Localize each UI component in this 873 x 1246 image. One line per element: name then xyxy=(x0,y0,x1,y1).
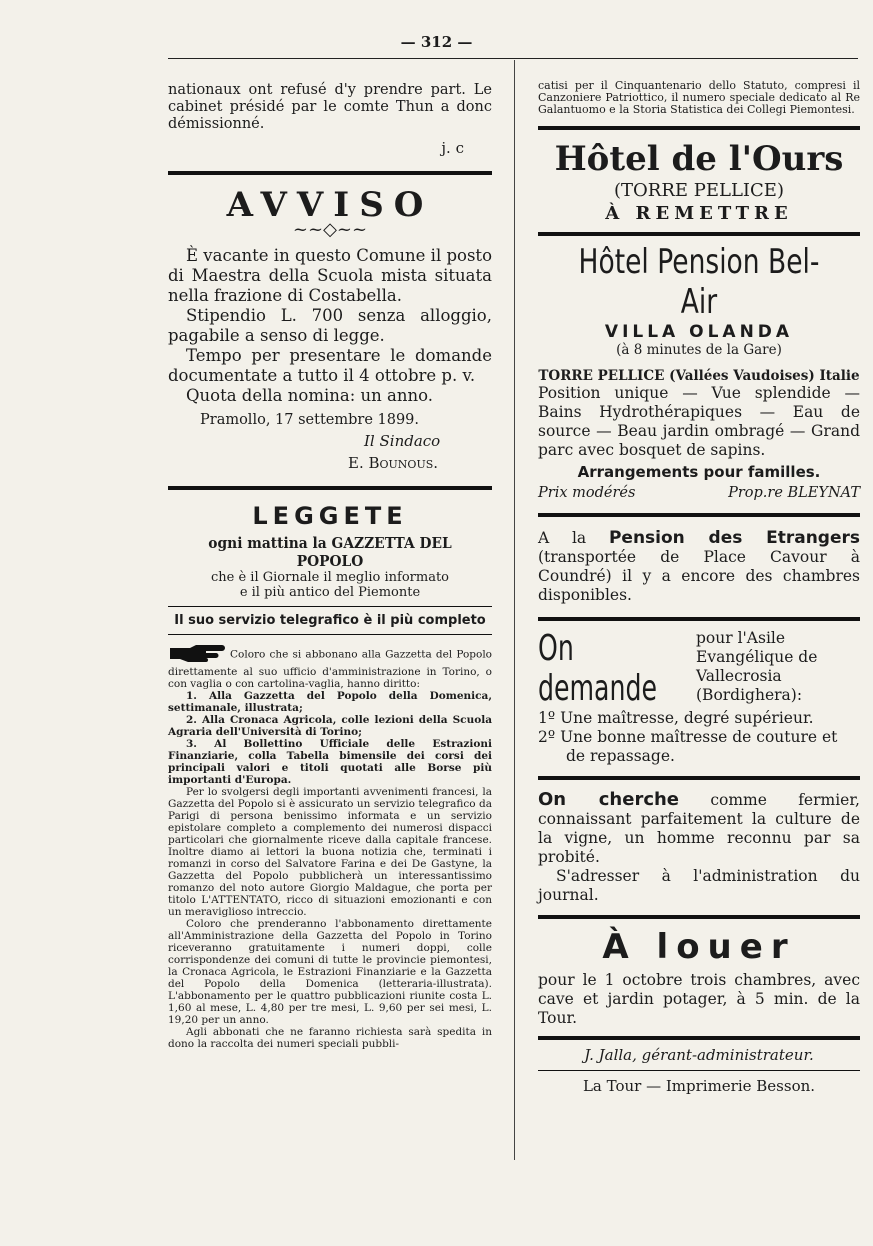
gazzetta-line-2: e il più antico del Piemonte xyxy=(239,585,421,600)
section-rule xyxy=(538,617,860,621)
thin-rule xyxy=(538,1070,860,1071)
avviso-signer: E. Bounous. xyxy=(348,454,439,472)
etrangers-name: Pension des Etrangers xyxy=(608,528,861,548)
intro-signature: j. c xyxy=(441,139,464,157)
page-number: — 312 — xyxy=(400,33,473,51)
column-divider xyxy=(514,60,515,1160)
pointing-hand-icon xyxy=(168,643,226,666)
section-rule xyxy=(538,232,860,236)
etrangers-lead: A la xyxy=(538,529,587,547)
gerant-line: J. Jalla, gérant-administrateur. xyxy=(584,1046,814,1064)
thin-rule xyxy=(168,606,492,607)
demande-big-text: On demande xyxy=(538,628,657,709)
section-rule xyxy=(538,126,860,130)
leggete-title: LEGGETE xyxy=(252,502,408,530)
left-column xyxy=(168,82,492,1050)
avviso-place-date: Pramollo, 17 settembre 1899. xyxy=(200,412,420,428)
bel-air-location: TORRE PELLICE (Vallées Vaudoises) Italie xyxy=(538,368,860,384)
gazzetta-heading: ogni mattina la GAZZETTA DEL POPOLO xyxy=(208,534,452,570)
avviso-paragraph-4: Quota della nomina: un anno. xyxy=(186,386,433,405)
gazzetta-item-3: 3. Al Bollettino Ufficiale delle Estrazioni Finanziarie, colla Tabella bimensile dei corsi dei principali valori e titoli quotati alle Borse più importanti d'Europa. xyxy=(168,738,492,786)
avviso-notice xyxy=(168,185,492,472)
gazzetta-paragraph-subscription: Coloro che prenderanno l'abbonamento direttamente all'Amministrazione della Gazzetta del Popolo in Torino riceveranno gratuitamente i numeri doppi, colle corrispondenze dei comuni di tutte le provincie piemontesi, la Cronaca Agricola, le Estrazioni Finanziarie e la Gazzetta del Popolo della Domenica (letteraria-illustrata). L'abbonamento per le quattro pubblicazioni riunite costa L. 1,60 al mese, L. 4,80 per tre mesi, L. 9,60 per sei mesi, L. 19,20 per un anno. xyxy=(168,918,492,1026)
on-cherche-ad xyxy=(538,790,860,905)
demande-header xyxy=(538,629,860,709)
gazzetta-paragraph: Coloro che si abbonano alla Gazzetta del Popolo direttamente al suo ufficio d'amministrazione in Torino, o con vaglia o con cartolina-vaglia, hanno diritto: xyxy=(168,648,492,690)
hotel-ours-location: (TORRE PELLICE) xyxy=(614,180,784,201)
section-rule xyxy=(168,486,492,490)
demande-text: pour l'Asile Evangélique de Vallecrosia (Bordighera): xyxy=(696,629,818,704)
avviso-paragraph-2: Stipendio L. 700 senza alloggio, pagabile a senso di legge. xyxy=(168,306,492,345)
pension-etrangers-ad xyxy=(538,529,860,605)
a-louer-ad xyxy=(538,927,860,1028)
gazzetta-line-1: che è il Giornale il meglio informato xyxy=(210,570,450,585)
bel-air-footer xyxy=(538,485,860,501)
hotel-ours-remettre: À REMETTRE xyxy=(605,203,793,224)
gazzetta-paragraph-news: Per lo svolgersi degli importanti avvenimenti francesi, la Gazzetta del Popolo si è assicurato un servizio telegrafico da Parigi di persona benissimo informata e un servizio epistolare completo a complemento dei numerosi dispacci particolari che giornalmente riceve dalla capitale francese. Inoltre diamo ai lettori la buona notizia che, terminati i romanzi in corso del Salvatore Farina e dei De Gastyne, la Gazzetta del Popolo pubblicherà un interessantissimo romanzo del noto autore Giorgio Maldague, che porta per titolo L'ATTENTATO, ricco di situazioni emozionanti e con un meraviglioso intreccio. xyxy=(168,786,492,918)
hotel-ours-title: Hôtel de l'Ours xyxy=(554,139,844,179)
avviso-paragraph-1: È vacante in questo Comune il posto di Maestra della Scuola mista situata nella frazione di Costabella. xyxy=(168,246,492,305)
flourish-ornament: ~~◇~~ xyxy=(292,219,368,240)
demande-item-1: 1º Une maîtresse, degré supérieur. xyxy=(538,709,814,727)
cherche-address: S'adresser à l'administration du journal. xyxy=(538,867,860,904)
section-rule xyxy=(538,1036,860,1040)
demande-item-2: 2º Une bonne maîtresse de couture et de repassage. xyxy=(538,728,838,765)
thin-rule xyxy=(168,634,492,635)
etrangers-text: (transportée de Place Cavour à Coundré) il y a encore des chambres disponibles. xyxy=(538,548,860,604)
avviso-title: AVVISO xyxy=(226,185,434,225)
bel-air-proprietor: Prop.re BLEYNAT xyxy=(728,485,860,501)
on-demande-ad xyxy=(538,629,860,766)
cherche-lead: On cherche xyxy=(538,789,680,810)
villa-olanda: VILLA OLANDA xyxy=(604,322,794,342)
bel-air-description: Position unique — Vue splendide — Bains Hydrothérapiques — Eau de source — Beau jardin ombragé — Grand parc avec bosquet de sapins. xyxy=(538,384,860,459)
section-rule xyxy=(538,513,860,517)
bel-air-distance: (à 8 minutes de la Gare) xyxy=(616,342,782,358)
section-rule xyxy=(538,776,860,780)
section-rule xyxy=(538,915,860,919)
bel-air-arrangements: Arrangements pour familles. xyxy=(577,463,821,481)
avviso-role: Il Sindaco xyxy=(364,432,441,450)
section-rule xyxy=(168,171,492,175)
bel-air-ad xyxy=(538,242,860,501)
avviso-paragraph-3: Tempo per presentare le domande documentate a tutto il 4 ottobre p. v. xyxy=(168,346,492,385)
louer-text: pour le 1 octobre trois chambres, avec cave et jardin potager, à 5 min. de la Tour. xyxy=(538,971,860,1027)
imprimerie-line: La Tour — Imprimerie Besson. xyxy=(582,1077,816,1095)
louer-title: À louer xyxy=(602,927,796,967)
bel-air-prix: Prix modérés xyxy=(538,485,636,501)
bel-air-title: Hôtel Pension Bel-Air xyxy=(578,242,820,322)
hotel-ours-ad xyxy=(538,140,860,224)
continuation-text: catisi per il Cinquantenario dello Statuto, compresi il Canzoniere Patriottico, il numero speciale dedicato al Re Galantuomo e la Storia Statistica dei Collegi Piemontesi. xyxy=(538,79,860,116)
cherche-text: comme fermier, connaissant parfaitement la culture de la vigne, un homme reconnu par sa probité. xyxy=(538,791,860,866)
right-column xyxy=(538,80,860,1095)
servizio-line: Il suo servizio telegrafico è il più completo xyxy=(174,613,486,628)
header-rule xyxy=(168,58,858,59)
leggete-ad xyxy=(168,502,492,1050)
gazzetta-body-1 xyxy=(168,643,492,690)
gazzetta-paragraph-gift: Agli abbonati che ne faranno richiesta sarà spedita in dono la raccolta dei numeri speciali pubbli- xyxy=(168,1026,492,1050)
gazzetta-item-1: 1. Alla Gazzetta del Popolo della Domenica, settimanale, illustrata; xyxy=(168,690,492,714)
intro-text: nationaux ont refusé d'y prendre part. Le cabinet présidé par le comte Thun a donc démissionné. xyxy=(168,82,492,132)
gazzetta-item-2: 2. Alla Cronaca Agricola, colle lezioni della Scuola Agraria dell'Università di Torino; xyxy=(168,714,492,738)
